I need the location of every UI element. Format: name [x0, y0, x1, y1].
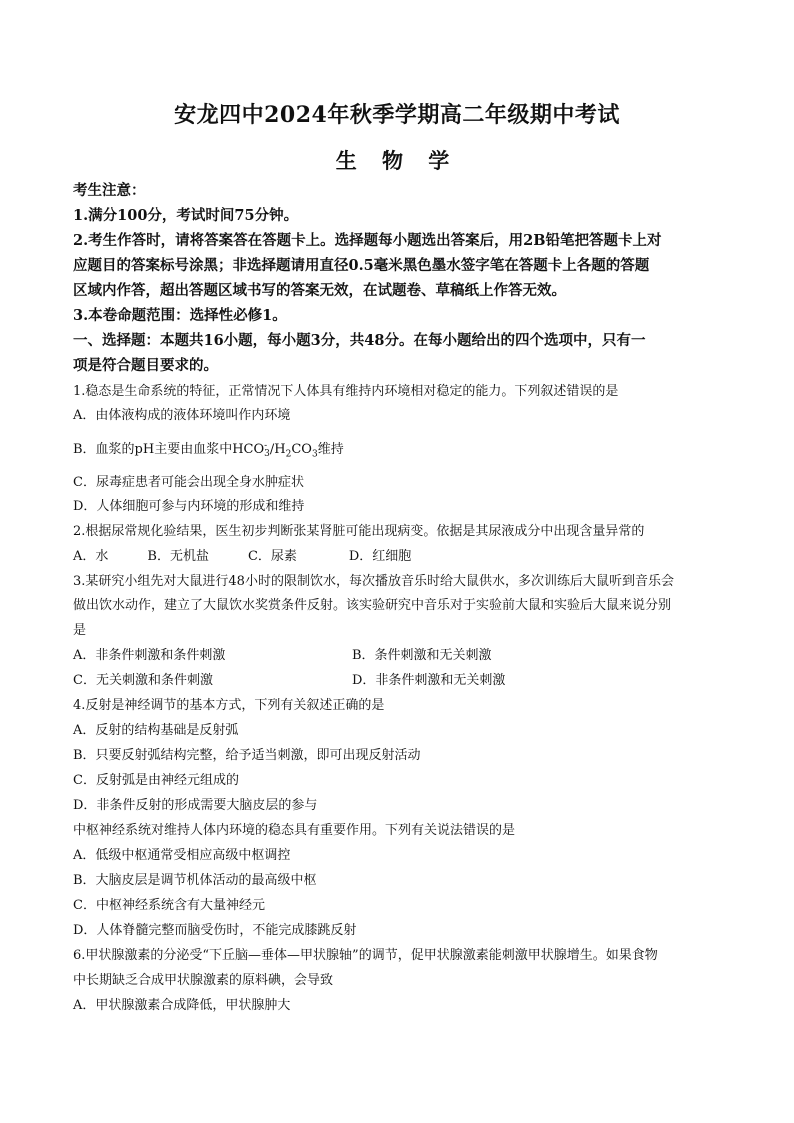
subject-title: 生 物 学	[335, 148, 459, 173]
section-heading-line-1: 一、选择题：本题共16小题，每小题3分，共48分。在每小题给出的四个选项中，只有一	[73, 332, 646, 349]
q1-option-b: B．血浆的pH主要由血浆中HCO - 3 $/H_2CO_3$维持	[73, 440, 344, 460]
exam-title: 安龙四中2024年秋季学期高二年级期中考试	[174, 102, 620, 128]
q1-option-c: C．尿毒症患者可能会出现全身水肿症状	[73, 475, 304, 490]
notice-item-1: 1.满分100分，考试时间75分钟。	[73, 207, 299, 224]
q5-option-c: C．中枢神经系统含有大量神经元	[73, 898, 265, 913]
notice-item-2-line-3: 区域内作答，超出答题区域书写的答案无效，在试题卷、草稿纸上作答无效。	[73, 282, 566, 299]
notice-item-2-line-2: 应题目的答案标号涂黑；非选择题请用直径0.5毫米黑色墨水签字笔在答题卡上各题的答题	[73, 257, 650, 274]
q3-stem-line-3: 是	[73, 623, 87, 638]
notice-item-2-line-1: 2.考生作答时，请将答案答在答题卡上。选择题每小题选出答案后，用2B铅笔把答题卡上对	[73, 232, 662, 249]
q4-option-d: D．非条件反射的形成需要大脑皮层的参与	[73, 798, 318, 813]
notice-heading: 考生注意：	[73, 182, 146, 199]
q3-option-c: C．无关刺激和条件刺激	[73, 673, 213, 688]
q1-stem: 1.稳态是生命系统的特征，正常情况下人体具有维持内环境相对稳定的能力。下列叙述错误的是	[73, 384, 619, 399]
q5-option-b: B．大脑皮层是调节机体活动的最高级中枢	[73, 873, 317, 888]
notice-item-3: 3.本卷命题范围：选择性必修1。	[73, 307, 287, 324]
q2-stem: 2.根据尿常规化验结果，医生初步判断张某肾脏可能出现病变。依据是其尿液成分中出现含量异常的	[73, 524, 645, 539]
q3-stem-line-1: 3.某研究小组先对大鼠进行48小时的限制饮水，每次播放音乐时给大鼠供水，多次训练后大鼠听到音乐会	[73, 574, 674, 589]
q1-option-a: A．由体液构成的液体环境叫作内环境	[73, 408, 291, 423]
q4-option-c: C．反射弧是由神经元组成的	[73, 773, 239, 788]
q3-option-b: B．条件刺激和无关刺激	[352, 648, 492, 663]
q4-stem: 4.反射是神经调节的基本方式，下列有关叙述正确的是	[73, 698, 385, 713]
section-heading-line-2: 项是符合题目要求的。	[73, 357, 218, 374]
q1-option-d: D．人体细胞可参与内环境的形成和维持	[73, 499, 305, 514]
q5-stem: 中枢神经系统对维持人体内环境的稳态具有重要作用。下列有关说法错误的是	[73, 823, 516, 838]
q6-option-a: A．甲状腺激素合成降低，甲状腺肿大	[73, 998, 291, 1013]
q3-option-a: A．非条件刺激和条件刺激	[73, 648, 226, 663]
q3-option-d: D．非条件刺激和无关刺激	[352, 673, 506, 688]
q4-option-b: B．只要反射弧结构完整，给予适当刺激，即可出现反射活动	[73, 748, 421, 763]
q3-stem-line-2: 做出饮水动作，建立了大鼠饮水奖赏条件反射。该实验研究中音乐对于实验前大鼠和实验后大鼠来说分别	[73, 598, 672, 613]
q5-option-a: A．低级中枢通常受相应高级中枢调控	[73, 848, 291, 863]
q6-stem-line-1: 6.甲状腺激素的分泌受“下丘脑—垂体—甲状腺轴”的调节，促甲状腺激素能刺激甲状腺增生。如果食物	[73, 948, 658, 963]
q4-option-a: A．反射的结构基础是反射弧	[73, 723, 239, 738]
q6-stem-line-2: 中长期缺乏合成甲状腺激素的原料碘，会导致	[73, 973, 334, 988]
q5-option-d: D．人体脊髓完整而脑受伤时，不能完成膝跳反射	[73, 923, 357, 938]
q2-options: A．水 B．无机盐 C．尿素 D．红细胞	[73, 549, 412, 564]
